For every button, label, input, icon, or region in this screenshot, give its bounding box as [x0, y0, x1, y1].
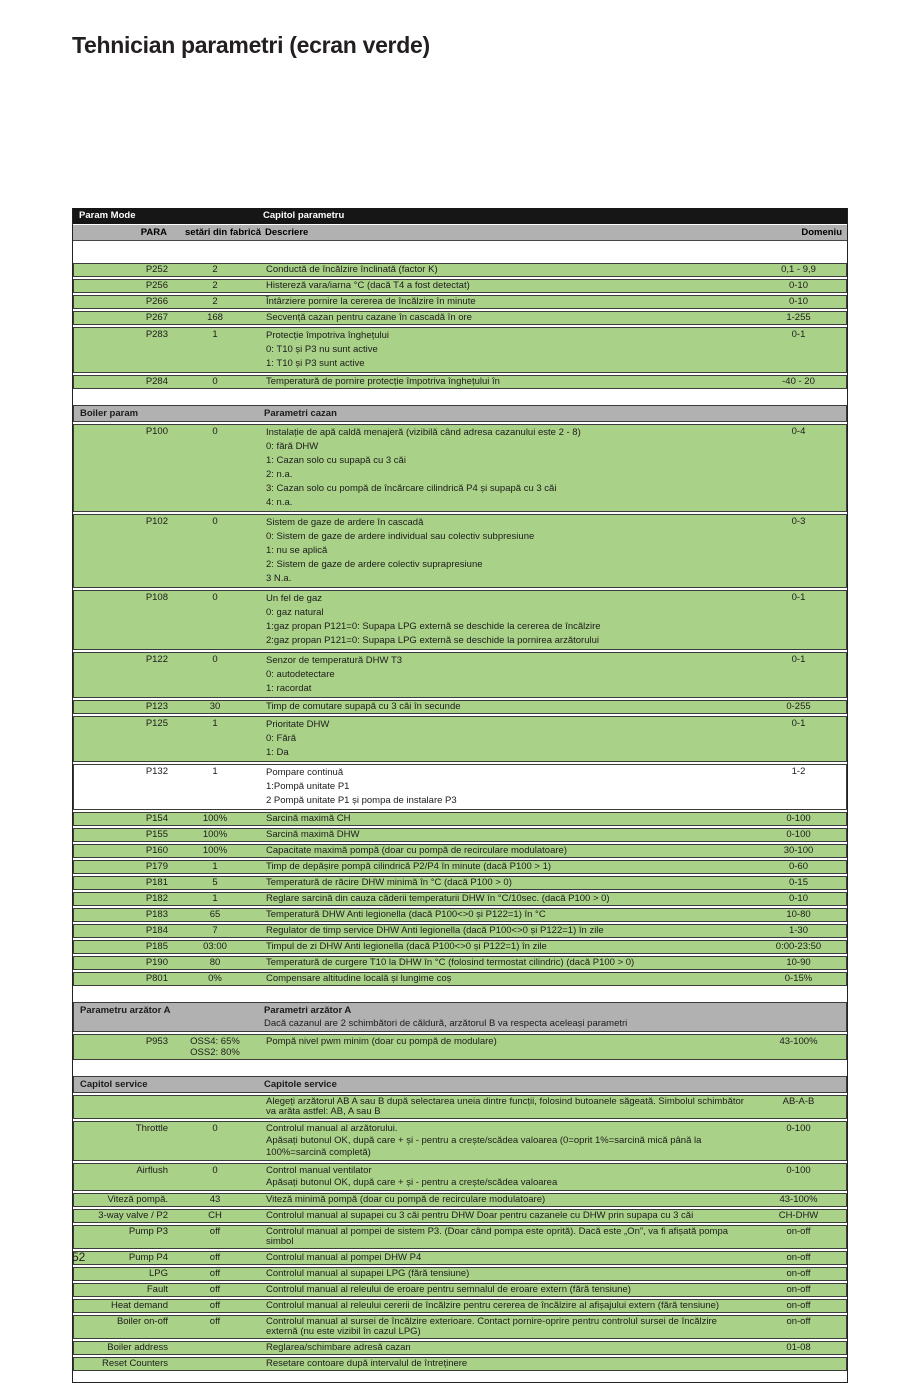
description-cell: [244, 265, 754, 275]
factory-setting-cell: off: [209, 1226, 221, 1237]
param-cell: P123: [145, 701, 168, 712]
description-line: Resetare contoare după intervalul de întreținere: [266, 1358, 468, 1369]
domain-cell: 43-100%: [779, 1036, 818, 1047]
table-row: [73, 311, 847, 325]
description-line: Apăsați butonul OK, după care + și - pentru a crește/scădea valoarea: [266, 1177, 558, 1188]
table-row: [73, 908, 847, 922]
param-cell: Viteză pompă.: [107, 1194, 168, 1205]
section-header: [73, 405, 847, 422]
section-header: [73, 1076, 847, 1093]
table-row: [73, 1209, 847, 1223]
description-line: Controlul manual al pompei DHW P4: [266, 1252, 422, 1263]
spacer-row: [73, 241, 847, 261]
factory-setting-cell: [186, 1343, 244, 1353]
description-line: Sarcină maximă CH: [266, 813, 351, 824]
table-row: [73, 892, 847, 906]
table-row: [73, 279, 847, 293]
spacer-row: [73, 389, 847, 403]
description-line: Un fel de gaz: [266, 593, 322, 604]
description-line: Controlul manual al arzătorului.: [266, 1123, 398, 1134]
factory-setting-cell: CH: [208, 1210, 222, 1221]
description-cell: [244, 1285, 754, 1295]
table-row: [73, 590, 847, 650]
domain-cell: 0-15%: [784, 973, 813, 984]
domain-cell: 0-1: [791, 654, 806, 665]
factory-setting-cell: 5: [212, 877, 218, 888]
header-para: PARA: [140, 227, 167, 238]
param-cell: Pump P4: [128, 1252, 168, 1263]
description-cell: [244, 1123, 754, 1159]
description-cell: [244, 974, 754, 984]
description-cell: [244, 878, 754, 888]
param-cell: P183: [145, 909, 168, 920]
factory-setting-cell: 2: [212, 296, 218, 307]
domain-cell: CH-DHW: [778, 1210, 819, 1221]
description-line: 4: n.a.: [266, 497, 293, 508]
section-header: [73, 1002, 847, 1032]
description-cell: [244, 1269, 754, 1279]
param-cell: P267: [145, 312, 168, 323]
header-descriere: Descriere: [265, 227, 309, 238]
param-cell: P154: [145, 813, 168, 824]
factory-setting-cell: [186, 1036, 244, 1058]
param-cell: P100: [145, 426, 168, 437]
section-header-desc-line: Parametri arzător A: [264, 1005, 352, 1016]
factory-setting-cell: 0: [212, 376, 218, 387]
table-row: [73, 1299, 847, 1313]
domain-cell: 0-1: [791, 329, 806, 340]
domain-cell: 0-100: [786, 829, 811, 840]
domain-cell: 0-60: [788, 861, 808, 872]
description-cell: [244, 846, 754, 856]
table-row: [73, 1341, 847, 1355]
description-line: 1: nu se aplică: [266, 545, 328, 556]
description-cell: [244, 766, 754, 808]
description-line: 0: Sistem de gaze de ardere individual sau colectiv subpresiune: [266, 531, 535, 542]
header-param-mode: Param Mode: [79, 210, 136, 221]
table-row: [73, 327, 847, 373]
section-header-label: Parametru arzător A: [80, 1005, 171, 1016]
param-cell: P181: [145, 877, 168, 888]
param-cell: Boiler on-off: [116, 1316, 168, 1327]
description-line: 3: Cazan solo cu pompă de încărcare cilindrică P4 și supapă cu 3 căi: [266, 483, 557, 494]
factory-setting-cell: 100%: [202, 845, 228, 856]
description-line: Reglare sarcină din cauza căderii temperaturii DHW în °C/10sec. (dacă P100 > 0): [266, 893, 610, 904]
description-line: Protecție împotriva înghețului: [266, 330, 390, 341]
description-line: Temperatură de răcire DHW minimă în °C (dacă P100 > 0): [266, 877, 512, 888]
header-factory-settings: setări din fabrică: [185, 227, 262, 238]
description-line: Compensare altitudine locală și lungime coș: [266, 973, 452, 984]
param-cell: P125: [145, 718, 168, 729]
domain-cell: 0-15: [788, 877, 808, 888]
description-line: 2:gaz propan P121=0: Supapa LPG externă se deschide la pornirea arzătorului: [266, 635, 599, 646]
factory-setting-line: OSS4: 65%: [190, 1036, 240, 1047]
table-row: [73, 1193, 847, 1207]
description-line: 1:gaz propan P121=0: Supapa LPG externă se deschide la cererea de încălzire: [266, 621, 601, 632]
description-cell: [244, 894, 754, 904]
description-cell: [244, 281, 754, 291]
param-cell: Heat demand: [110, 1300, 168, 1311]
description-cell: [244, 718, 754, 760]
domain-cell: 0:00-23:50: [775, 941, 822, 952]
param-cell: Pump P3: [128, 1226, 168, 1237]
table-row: [73, 876, 847, 890]
param-cell: Boiler address: [107, 1342, 168, 1353]
description-cell: [244, 958, 754, 968]
table-row: [73, 1121, 847, 1161]
factory-setting-cell: 0: [212, 426, 218, 437]
description-cell: [244, 1195, 754, 1205]
domain-cell: 0-100: [786, 1123, 811, 1134]
param-cell: P182: [145, 893, 168, 904]
description-line: Sarcină maximă DHW: [266, 829, 360, 840]
table-row: [73, 700, 847, 714]
domain-cell: 1-2: [791, 766, 806, 777]
description-line: 2: n.a.: [266, 469, 293, 480]
table-row: [73, 956, 847, 970]
domain-cell: on-off: [786, 1300, 811, 1311]
header-domeniu: Domeniu: [801, 227, 842, 238]
domain-cell: 10-90: [786, 957, 811, 968]
description-line: 3 N.a.: [266, 573, 292, 584]
param-cell: P252: [145, 264, 168, 275]
table-header-row: [73, 208, 847, 225]
factory-setting-cell: 2: [212, 280, 218, 291]
table-row: [73, 764, 847, 810]
description-cell: [244, 1227, 754, 1247]
domain-cell: 0-10: [788, 296, 808, 307]
description-line: Control manual ventilator: [266, 1165, 372, 1176]
domain-cell: 10-80: [786, 909, 811, 920]
description-cell: [244, 1359, 754, 1369]
description-line: Reglarea/schimbare adresă cazan: [266, 1342, 411, 1353]
param-cell: P185: [145, 941, 168, 952]
description-line: Viteză minimă pompă (doar cu pompă de recirculare modulatoare): [266, 1194, 546, 1205]
param-cell: P155: [145, 829, 168, 840]
param-cell: Fault: [146, 1284, 168, 1295]
description-line: Timp de comutare supapă cu 3 căi în secunde: [266, 701, 461, 712]
domain-cell: 30-100: [783, 845, 814, 856]
section-header-desc-line: Parametri cazan: [264, 408, 337, 419]
description-line: 0: T10 și P3 nu sunt active: [266, 344, 378, 355]
table-row: [73, 424, 847, 512]
description-line: 2 Pompă unitate P1 și pompa de instalare P3: [266, 795, 457, 806]
description-line: Pompare continuă: [266, 767, 344, 778]
param-cell: P102: [145, 516, 168, 527]
domain-cell: 43-100%: [779, 1194, 818, 1205]
table-row: [73, 1034, 847, 1060]
description-cell: [244, 313, 754, 323]
factory-setting-cell: 65: [209, 909, 221, 920]
description-line: Timpul de zi DHW Anti legionella (dacă P100<>0 și P122=1) în zile: [266, 941, 547, 952]
domain-cell: on-off: [786, 1316, 811, 1327]
param-cell: P953: [145, 1036, 168, 1047]
domain-cell: 0-100: [786, 813, 811, 824]
table-row: [73, 295, 847, 309]
description-line: 1: racordat: [266, 683, 312, 694]
param-cell: Throttle: [135, 1123, 168, 1134]
factory-setting-cell: 168: [207, 312, 223, 323]
table-row: [73, 1267, 847, 1281]
table-section-service: [73, 1076, 847, 1371]
domain-cell: on-off: [786, 1268, 811, 1279]
factory-setting-cell: 0: [212, 1165, 218, 1176]
description-cell: [244, 516, 754, 586]
description-line: Sistem de gaze de ardere în cascadă: [266, 517, 424, 528]
factory-setting-cell: 0: [212, 516, 218, 527]
domain-cell: 0-4: [791, 426, 806, 437]
param-cell: LPG: [148, 1268, 168, 1279]
domain-cell: 0-100: [786, 1165, 811, 1176]
factory-setting-cell: 0: [212, 592, 218, 603]
description-line: Controlul manual al releului cererii de încălzire pentru cererea de încălzire al afișajului extern (fără tensiune): [266, 1300, 720, 1311]
description-cell: [244, 426, 754, 510]
param-cell: P160: [145, 845, 168, 856]
description-line: 0: gaz natural: [266, 607, 324, 618]
factory-setting-cell: 2: [212, 264, 218, 275]
domain-cell: on-off: [786, 1226, 811, 1237]
description-cell: [244, 814, 754, 824]
table-row: [73, 812, 847, 826]
domain-cell: 01-08: [786, 1342, 811, 1353]
description-line: 1:Pompă unitate P1: [266, 781, 350, 792]
factory-setting-cell: 0: [212, 1123, 218, 1134]
description-line: Controlul manual al releului de eroare pentru semnalul de eroare extern (fără tensiune): [266, 1284, 631, 1295]
description-line: Secvență cazan pentru cazane în cascadă în ore: [266, 312, 472, 323]
factory-setting-cell: 1: [212, 861, 218, 872]
domain-cell: 0-1: [791, 592, 806, 603]
description-cell: [244, 1317, 754, 1337]
factory-setting-cell: off: [209, 1316, 221, 1327]
page-number: 52: [72, 1250, 86, 1264]
table-section-burner: [73, 1002, 847, 1060]
description-cell: [244, 1211, 754, 1221]
section-header-desc-line: Capitole service: [264, 1079, 337, 1090]
table-row: [73, 1225, 847, 1249]
description-cell: [244, 942, 754, 952]
param-cell: P184: [145, 925, 168, 936]
domain-cell: 0,1 - 9,9: [781, 264, 816, 275]
description-line: Prioritate DHW: [266, 719, 330, 730]
param-cell: P179: [145, 861, 168, 872]
domain-cell: 1-30: [788, 925, 808, 936]
description-cell: [244, 830, 754, 840]
domain-cell: 0-10: [788, 893, 808, 904]
section-header-label: Boiler param: [80, 408, 139, 419]
factory-setting-cell: 0: [212, 654, 218, 665]
factory-setting-cell: off: [209, 1284, 221, 1295]
param-cell: [74, 1097, 186, 1117]
param-cell: P256: [145, 280, 168, 291]
description-line: Apăsați butonul OK, după care + și - pentru a crește/scădea valoarea (0=oprit 1%=sarcină mică până la 100%=sarcină completă): [266, 1135, 702, 1158]
description-line: 0: Fără: [266, 733, 297, 744]
table-row: [73, 1357, 847, 1371]
description-cell: [244, 297, 754, 307]
description-cell: [244, 1343, 754, 1353]
table-row: [73, 1315, 847, 1339]
param-cell: P122: [145, 654, 168, 665]
param-cell: P283: [145, 329, 168, 340]
factory-setting-cell: [186, 1359, 244, 1369]
param-cell: P190: [145, 957, 168, 968]
factory-setting-cell: 1: [212, 718, 218, 729]
factory-setting-cell: 1: [212, 893, 218, 904]
description-line: Alegeți arzătorul AB A sau B după selectarea uneia dintre funcții, folosind butoanele săgeată. Simbolul schimbător va arăta astfel: AB, A sau B: [266, 1096, 744, 1117]
factory-setting-cell: 100%: [202, 829, 228, 840]
description-line: Conductă de încălzire înclinată (factor K): [266, 264, 438, 275]
table-row: [73, 652, 847, 698]
description-cell: [244, 329, 754, 371]
param-cell: Reset Counters: [101, 1358, 168, 1369]
factory-setting-cell: off: [209, 1300, 221, 1311]
description-cell: [244, 592, 754, 648]
factory-setting-cell: 80: [209, 957, 221, 968]
table-row: [73, 375, 847, 389]
table-row: [73, 940, 847, 954]
description-cell: [244, 910, 754, 920]
description-line: Controlul manual al pompei de sistem P3. (Doar când pompa este oprită). Dacă este „On”, va fi afișată pompa simbol: [266, 1226, 729, 1247]
domain-cell: 0-3: [791, 516, 806, 527]
factory-setting-cell: 1: [212, 329, 218, 340]
domain-cell: -40 - 20: [782, 376, 815, 387]
param-cell: P108: [145, 592, 168, 603]
table-row: [73, 860, 847, 874]
domain-cell: 0-255: [786, 701, 811, 712]
description-line: Instalație de apă caldă menajeră (vizibilă când adresa cazanului este 2 - 8): [266, 427, 581, 438]
factory-setting-line: OSS2: 80%: [190, 1047, 240, 1058]
parameters-table: [72, 208, 848, 1383]
description-cell: [244, 862, 754, 872]
section-header-desc: [244, 1078, 846, 1091]
domain-cell: 0-1: [791, 718, 806, 729]
factory-setting-cell: [186, 1097, 244, 1117]
description-cell: [244, 654, 754, 696]
factory-setting-cell: off: [209, 1252, 221, 1263]
table-row: [73, 828, 847, 842]
spacer-row: [73, 1060, 847, 1074]
param-cell: 3-way valve / P2: [98, 1210, 168, 1221]
factory-setting-cell: 43: [209, 1194, 221, 1205]
param-cell: P266: [145, 296, 168, 307]
description-line: Regulator de timp service DHW Anti legionella (dacă P100<>0 și P122=1) în zile: [266, 925, 604, 936]
description-line: Pompă nivel pwm minim (doar cu pompă de modulare): [266, 1036, 497, 1047]
domain-cell: on-off: [786, 1284, 811, 1295]
description-line: Temperatură de pornire protecție împotriva înghețului în: [266, 376, 500, 387]
section-header-label: Capitol service: [80, 1079, 148, 1090]
description-line: 1: Da: [266, 747, 289, 758]
param-cell: P801: [145, 973, 168, 984]
section-header-desc-line: Dacă cazanul are 2 schimbători de căldură, arzătorul B va respecta aceleași parametri: [264, 1018, 628, 1029]
description-line: Controlul manual al supapei LPG (fără tensiune): [266, 1268, 470, 1279]
description-line: Histereză vara/iarna °C (dacă T4 a fost detectat): [266, 280, 470, 291]
section-header-desc: [244, 1004, 846, 1030]
description-line: Întârziere pornire la cererea de încălzire în minute: [266, 296, 476, 307]
factory-setting-cell: 30: [209, 701, 221, 712]
factory-setting-cell: 03:00: [203, 941, 227, 952]
table-subheader-row: [73, 225, 847, 241]
domain-cell: 0-10: [788, 280, 808, 291]
factory-setting-cell: 100%: [202, 813, 228, 824]
table-section-boiler: [73, 405, 847, 986]
header-capitol-parametru: Capitol parametru: [263, 210, 345, 221]
spacer-row: [73, 986, 847, 1000]
table-section-top: [73, 263, 847, 389]
description-line: 0: autodetectare: [266, 669, 335, 680]
table-row: [73, 844, 847, 858]
description-line: Controlul manual al sursei de încălzire exterioare. Contact pornire-oprire pentru controlul sursei de încălzire externă (nu este vizibil în cazul LPG): [266, 1316, 717, 1337]
factory-setting-cell: 0%: [208, 973, 222, 984]
description-line: Timp de depășire pompă cilindrică P2/P4 în minute (dacă P100 > 1): [266, 861, 552, 872]
description-line: 1: Cazan solo cu supapă cu 3 căi: [266, 455, 406, 466]
description-line: Senzor de temperatură DHW T3: [266, 655, 403, 666]
table-row: [73, 263, 847, 277]
section-header-desc: [244, 407, 846, 420]
description-line: Temperatură de curgere T10 la DHW în °C (folosind termostat cilindric) (dacă P100 > 0): [266, 957, 635, 968]
param-cell: P132: [145, 766, 168, 777]
domain-cell: 1-255: [786, 312, 811, 323]
table-row: [73, 972, 847, 986]
page-title: Tehnician parametri (ecran verde): [72, 32, 430, 58]
description-line: 2: Sistem de gaze de ardere colectiv suprapresiune: [266, 559, 483, 570]
param-cell: P284: [145, 376, 168, 387]
table-row: [73, 1095, 847, 1119]
domain-cell: [754, 1359, 846, 1369]
table-row: [73, 514, 847, 588]
table-row: [73, 1251, 847, 1265]
factory-setting-cell: off: [209, 1268, 221, 1279]
description-cell: [244, 1253, 754, 1263]
table-row: [73, 716, 847, 762]
table-row: [73, 1163, 847, 1191]
description-line: Controlul manual al supapei cu 3 căi pentru DHW Doar pentru cazanele cu DHW prin supapa cu 3 căi: [266, 1210, 694, 1221]
description-cell: [244, 1036, 754, 1058]
description-line: 0: fără DHW: [266, 441, 319, 452]
table-row: [73, 1283, 847, 1297]
description-line: 1: T10 și P3 sunt active: [266, 358, 365, 369]
description-cell: [244, 1097, 754, 1117]
factory-setting-cell: 1: [212, 766, 218, 777]
domain-cell: on-off: [786, 1252, 811, 1263]
description-line: Temperatură DHW Anti legionella (dacă P100<>0 și P122=1) în °C: [266, 909, 546, 920]
domain-cell: AB-A-B: [782, 1096, 815, 1107]
description-line: Capacitate maximă pompă (doar cu pompă de recirculare modulatoare): [266, 845, 567, 856]
spacer-row: [73, 1371, 847, 1382]
description-cell: [244, 1301, 754, 1311]
param-cell: Airflush: [136, 1165, 168, 1176]
description-cell: [244, 926, 754, 936]
description-cell: [244, 377, 754, 387]
table-row: [73, 924, 847, 938]
description-cell: [244, 1165, 754, 1189]
description-cell: [244, 702, 754, 712]
factory-setting-cell: 7: [212, 925, 218, 936]
